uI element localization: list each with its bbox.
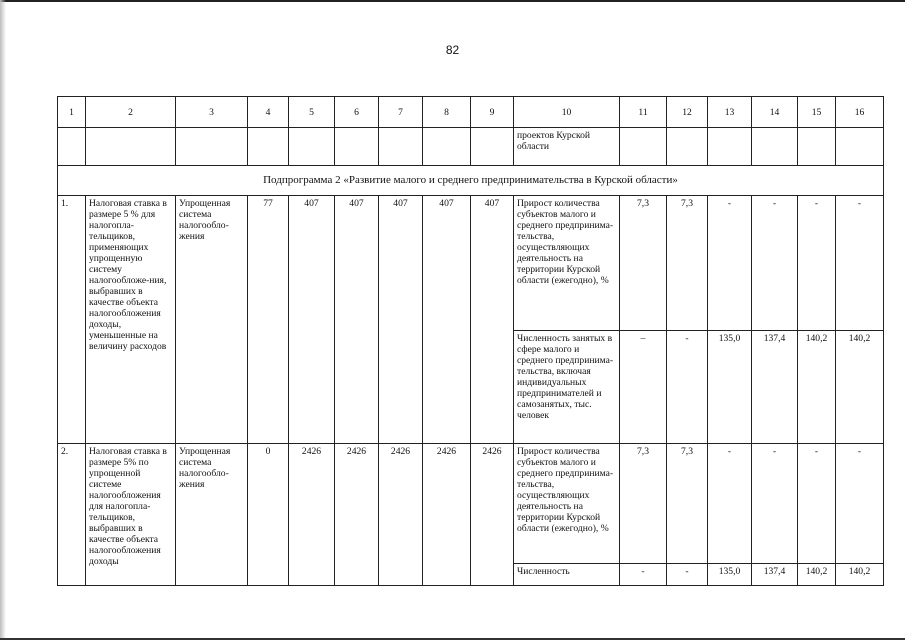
indicator-cell: Прирост количества субъектов малого и среднего предпринима-тельства, осуществляющих деятельность на территории Курской области (ежегодно), % — [514, 444, 620, 564]
indicator-cell: Прирост количества субъектов малого и среднего предпринима-тельства, осуществляющих деятельность на территории Курской области (ежегодно), % — [514, 196, 620, 331]
table-row — [58, 196, 884, 331]
row-number: 2. — [58, 444, 86, 586]
value-cell: 140,2 — [836, 331, 884, 444]
data-table — [57, 96, 884, 586]
page-number: 82 — [445, 43, 460, 57]
column-header: 3 — [176, 97, 248, 128]
column-header: 5 — [289, 97, 335, 128]
table-row — [58, 444, 884, 564]
indicator-cell: Численность занятых в сфере малого и среднего предпринима-тельства, включая индивидуальных предпринимателей и самозанятых, тыс. человек — [514, 331, 620, 444]
value-cell: 77 — [248, 196, 289, 444]
indicator-cell: проектов Курской области — [514, 128, 620, 166]
column-header: 9 — [471, 97, 514, 128]
tax-system: Упрощенная система налогообло-жения — [176, 196, 248, 444]
value-cell: - — [667, 331, 708, 444]
value-cell: 2426 — [379, 444, 423, 586]
column-header: 2 — [86, 97, 176, 128]
benefit-description: Налоговая ставка в размере 5% по упрощенной системе налогообложения для налогопла-тельщиков, выбравших в качестве объекта налогообложения доходы — [86, 444, 176, 586]
value-cell: 407 — [335, 196, 379, 444]
value-cell: 135,0 — [708, 564, 752, 586]
value-cell: - — [798, 444, 836, 564]
top-border — [0, 0, 905, 2]
value-cell: 137,4 — [752, 564, 798, 586]
column-header: 6 — [335, 97, 379, 128]
value-cell: 407 — [289, 196, 335, 444]
column-header: 16 — [836, 97, 884, 128]
value-cell: 2426 — [335, 444, 379, 586]
subprogram-title: Подпрограмма 2 «Развитие малого и среднего предпринимательства в Курской области» — [58, 166, 884, 196]
value-cell: 7,3 — [667, 196, 708, 331]
value-cell: 137,4 — [752, 331, 798, 444]
column-header: 13 — [708, 97, 752, 128]
value-cell: - — [752, 444, 798, 564]
value-cell: 2426 — [471, 444, 514, 586]
scan-edge-shadow — [0, 0, 6, 640]
value-cell: 0 — [248, 444, 289, 586]
tax-system: Упрощенная система налогообло-жения — [176, 444, 248, 586]
value-cell: 7,3 — [620, 196, 667, 331]
column-header: 7 — [379, 97, 423, 128]
value-cell: 7,3 — [667, 444, 708, 564]
value-cell: - — [708, 196, 752, 331]
value-cell: 2426 — [423, 444, 471, 586]
value-cell: 407 — [423, 196, 471, 444]
column-header: 11 — [620, 97, 667, 128]
column-header: 12 — [667, 97, 708, 128]
column-header: 15 — [798, 97, 836, 128]
continuation-row — [58, 128, 884, 166]
value-cell: – — [620, 331, 667, 444]
column-header: 10 — [514, 97, 620, 128]
value-cell: 407 — [471, 196, 514, 444]
column-header: 1 — [58, 97, 86, 128]
value-cell: 140,2 — [798, 331, 836, 444]
subprogram-row — [58, 166, 884, 196]
column-header: 4 — [248, 97, 289, 128]
value-cell: 135,0 — [708, 331, 752, 444]
value-cell: 140,2 — [798, 564, 836, 586]
benefit-description: Налоговая ставка в размере 5 % для налогопла-тельщиков, применяющих упрощенную систему налогообложе-ния, выбравших в качестве объекта налогообложения доходы, уменьшенные на величину расходов — [86, 196, 176, 444]
value-cell: 2426 — [289, 444, 335, 586]
column-header: 14 — [752, 97, 798, 128]
indicator-cell: Численность — [514, 564, 620, 586]
value-cell: - — [708, 444, 752, 564]
column-header: 8 — [423, 97, 471, 128]
value-cell: 7,3 — [620, 444, 667, 564]
row-number: 1. — [58, 196, 86, 444]
value-cell: - — [667, 564, 708, 586]
value-cell: - — [836, 196, 884, 331]
value-cell: - — [836, 444, 884, 564]
value-cell: 140,2 — [836, 564, 884, 586]
value-cell: - — [620, 564, 667, 586]
value-cell: - — [798, 196, 836, 331]
value-cell: - — [752, 196, 798, 331]
value-cell: 407 — [379, 196, 423, 444]
column-numbers-row — [58, 97, 884, 128]
